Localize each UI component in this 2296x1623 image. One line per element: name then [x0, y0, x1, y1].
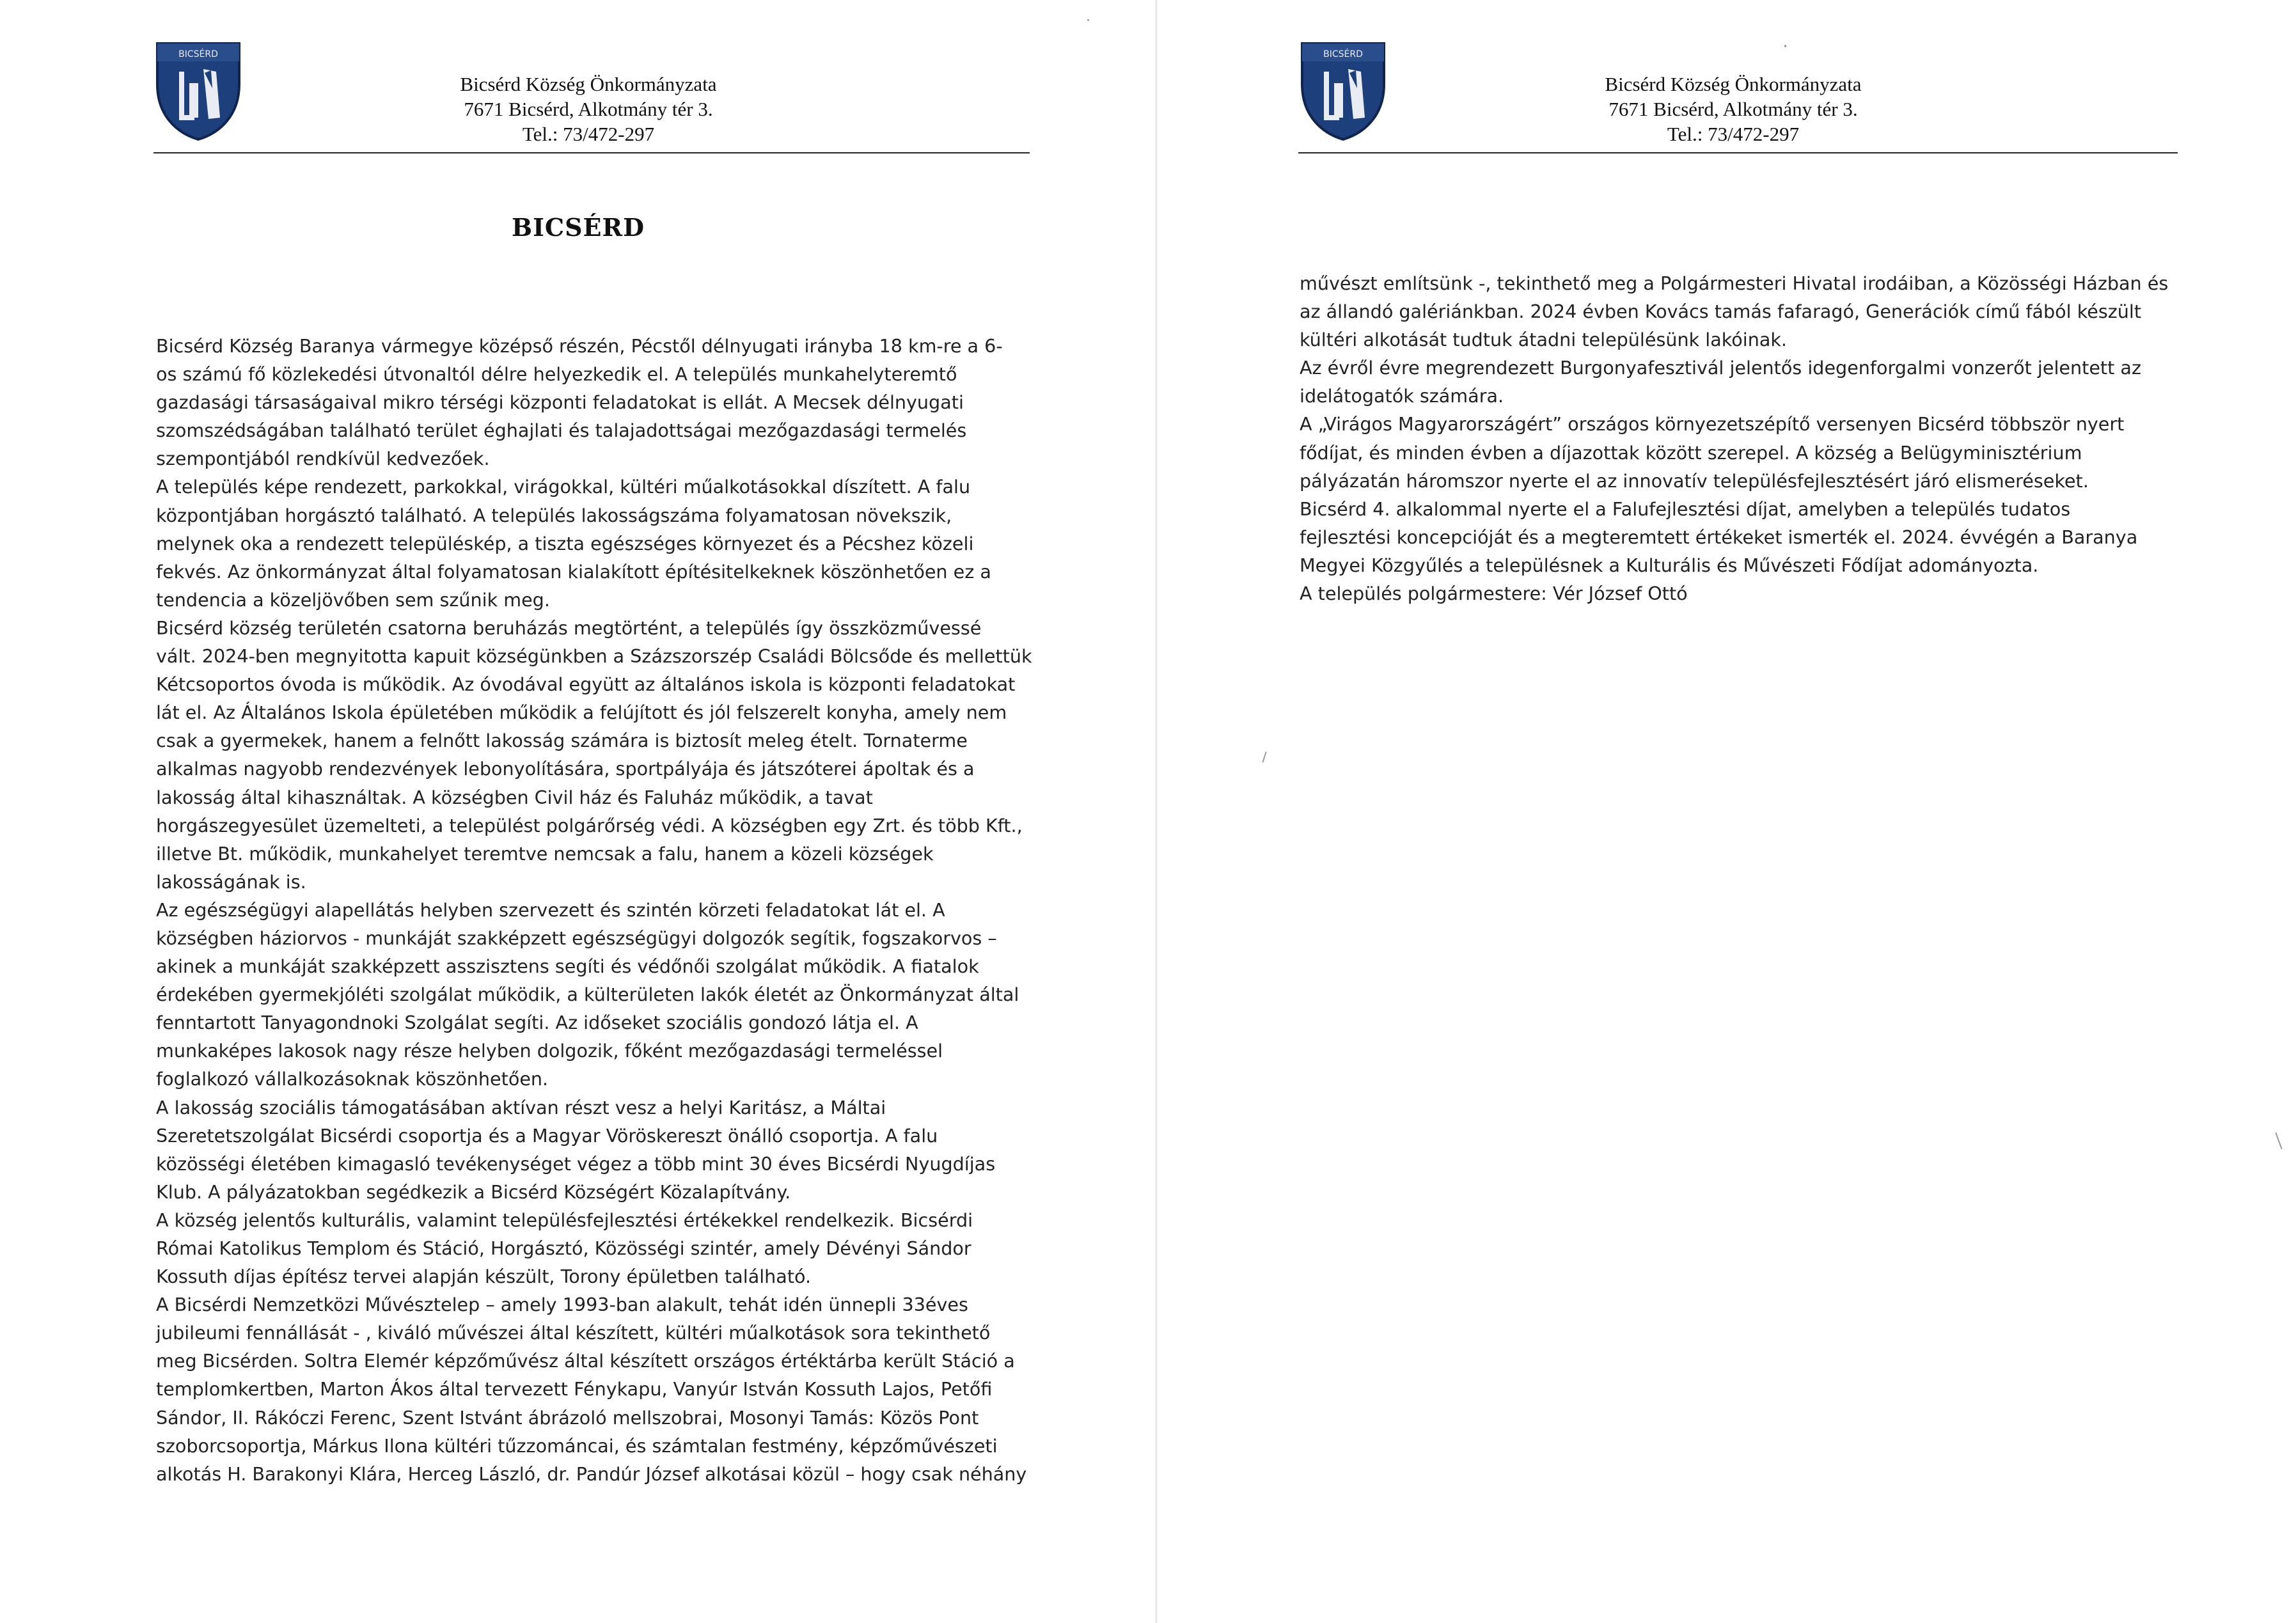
crest-icon	[1298, 40, 1388, 142]
text-line: akinek a munkáját szakképzett asszisztens segíti és védőnői szolgálat működik. A fiatalok	[156, 955, 979, 978]
text-line: szomszédságában található terület éghajlati és talajadottságai mezőgazdasági termelés	[156, 419, 967, 442]
text-line: lakosságának is.	[156, 870, 306, 893]
text-line: fekvés. Az önkormányzat által folyamatosan kialakított építésitelkeknek köszönhetően ez a	[156, 560, 991, 583]
text-line: melynek oka a rendezett településkép, a tiszta egészséges környezet és a Pécshez közeli	[156, 532, 974, 554]
text-line: központjában horgásztó található. A település lakosságszáma folyamatosan növekszik,	[156, 504, 952, 526]
text-line: érdekében gyermekjóléti szolgálat működik, a külterületen lakók életét az Önkormányzat által	[156, 984, 1019, 1006]
text-line: os számú fő közlekedési útvonaltól délre helyezkedik el. A település munkahelyteremtő	[156, 363, 957, 386]
letterhead-address: 7671 Bicsérd, Alkotmány tér 3.	[1608, 98, 1858, 120]
scan-speck	[1262, 751, 1266, 763]
text-line: fenntartott Tanyagondnoki Szolgálat segíti. Az időseket szociális gondozó látja el. A	[156, 1012, 918, 1034]
text-line: művészt említsünk -, tekinthető meg a Polgármesteri Hivatal irodáiban, a Közösségi Házban és	[1300, 272, 2169, 294]
crest-label: BICSÉRD	[178, 49, 218, 59]
text-line: munkaképes lakosok nagy része helyben dolgozik, főként mezőgazdasági termeléssel	[156, 1040, 943, 1062]
letterhead-rule	[153, 152, 1030, 153]
letterhead-phone: Tel.: 73/472-297	[522, 123, 655, 145]
text-line: alkalmas nagyobb rendezvények lebonyolítására, sportpályája és játszóterei ápoltak és a	[156, 758, 975, 780]
letterhead-name: Bicsérd Község Önkormányzata	[1605, 73, 1862, 95]
text-line: meg Bicsérden. Soltra Elemér képzőművész által készített országos értéktárba került Stáció a	[156, 1350, 1015, 1372]
text-line: Kossuth díjas építész tervei alapján készült, Torony épületben található.	[156, 1266, 812, 1288]
letterhead-name: Bicsérd Község Önkormányzata	[460, 73, 717, 95]
text-line: az állandó galériánkban. 2024 évben Kovács tamás fafaragó, Generációk című fából készült	[1300, 301, 2142, 323]
text-line: A Bicsérdi Nemzetközi Művésztelep – amely 1993-ban alakult, tehát idén ünnepli 33éves	[156, 1294, 968, 1316]
text-line: horgászegyesület üzemelteti, a települést polgárőrség védi. A községben egy Zrt. és több Kft.,	[156, 814, 1023, 836]
text-line: A lakosság szociális támogatásában aktívan részt vesz a helyi Karitász, a Máltai	[156, 1096, 886, 1118]
text-line: A község jelentős kulturális, valamint településfejlesztési értékekkel rendelkezik. Bicsérdi	[156, 1209, 973, 1231]
text-line: Bicsérd 4. alkalommal nyerte el a Falufejlesztési díjat, amelyben a település tudatos	[1300, 498, 2071, 520]
text-line: alkotás H. Barakonyi Klára, Herceg László, dr. Pandúr József alkotásai közül – hogy csak néhány	[156, 1462, 1027, 1485]
text-line: Római Katolikus Templom és Stáció, Horgásztó, Közösségi szintér, amely Dévényi Sándor	[156, 1237, 971, 1259]
text-line: szempontjából rendkívül kedvezőek.	[156, 448, 490, 470]
text-line: Klub. A pályázatokban segédkezik a Bicsérd Községért Közalapítvány.	[156, 1180, 791, 1203]
right-page	[1158, 0, 2296, 1623]
scan-speck	[1784, 45, 1786, 47]
text-line: pályázatán háromszor nyerte el az innovatív településfejlesztésért járó elismeréseket.	[1300, 469, 2089, 492]
text-line: kültéri alkotását tudtuk átadni településünk lakóinak.	[1300, 329, 1787, 351]
text-line: közösségi életében kimagasló tevékenységet végez a több mint 30 éves Bicsérdi Nyugdíjas	[156, 1152, 996, 1175]
letterhead-phone: Tel.: 73/472-297	[1667, 123, 1800, 145]
text-line: illetve Bt. működik, munkahelyet teremtve nemcsak a falu, hanem a közeli községek	[156, 842, 934, 865]
text-line: Sándor, II. Rákóczi Ferenc, Szent Istvánt ábrázoló mellszobrai, Mosonyi Tamás: Közös Pont	[156, 1406, 979, 1429]
text-line: községben háziorvos - munkáját szakképzett egészségügyi dolgozók segítik, fogszakorvos –	[156, 927, 997, 949]
crest-icon	[153, 40, 243, 142]
letterhead-address: 7671 Bicsérd, Alkotmány tér 3.	[464, 98, 713, 120]
letterhead	[384, 72, 793, 146]
text-line: Bicsérd község területén csatorna beruházás megtörtént, a település így összközművessé	[156, 616, 982, 639]
text-line: fődíjat, és minden évben a díjazottak között szerepel. A község a Belügyminisztérium	[1300, 441, 2082, 464]
text-line: Megyei Közgyűlés a településnek a Kulturális és Művészeti Fődíjat adományozta.	[1300, 554, 2039, 576]
letterhead-rule	[1298, 152, 2178, 153]
scan-speck	[1087, 19, 1089, 21]
text-line: lát el. Az Általános Iskola épületében működik a felújított és jól felszerelt konyha, amely nem	[156, 702, 1007, 724]
text-line: A település képe rendezett, parkokkal, virágokkal, kültéri műalkotásokkal díszített. A falu	[156, 476, 971, 498]
text-line: Bicsérd Község Baranya vármegye középső részén, Pécstől délnyugati irányba 18 km-re a 6-	[156, 335, 1003, 357]
text-line: jubileumi fennállását - , kiváló művészei által készített, kültéri műalkotások sora tekinthető	[156, 1322, 991, 1344]
scan-speck	[2275, 1133, 2282, 1150]
text-line: vált. 2024-ben megnyitotta kapuit községünkben a Százszorszép Családi Bölcsőde és mellettük	[156, 645, 1032, 668]
text-line: A „Virágos Magyarországért” országos környezetszépítő versenyen Bicsérd többször nyert	[1300, 413, 2125, 435]
text-line: gazdasági társaságaival mikro térségi központi feladatokat is ellát. A Mecsek délnyugati	[156, 391, 964, 414]
text-line: Szeretetszolgálat Bicsérdi csoportja és a Magyar Vöröskereszt önálló csoportja. A falu	[156, 1124, 938, 1147]
text-line: Az évről évre megrendezett Burgonyafesztivál jelentős idegenforgalmi vonzerőt jelentett az	[1300, 357, 2141, 379]
right-body-text	[1300, 269, 2168, 608]
text-line: foglalkozó vállalkozásoknak köszönhetően.	[156, 1068, 549, 1090]
left-body-text	[156, 332, 1032, 1488]
text-line: tendencia a közeljövőben sem szűnik meg.	[156, 588, 550, 611]
text-line: csak a gyermekek, hanem a felnőtt lakosság számára is biztosít meleg ételt. Tornaterme	[156, 730, 968, 752]
text-line: idelátogatók számára.	[1300, 385, 1504, 407]
letterhead	[1529, 72, 1938, 146]
text-line: fejlesztési koncepcióját és a megteremtett értékeket ismerték el. 2024. évvégén a Baranya	[1300, 526, 2138, 548]
text-line: templomkertben, Marton Ákos által tervezett Fénykapu, Vanyúr István Kossuth Lajos, Petőfi	[156, 1378, 993, 1400]
text-line: szoborcsoportja, Márkus Ilona kültéri tűzzománcai, és számtalan festmény, képzőművészeti	[156, 1434, 998, 1457]
text-line: A település polgármestere: Vér József Ottó	[1300, 583, 1688, 605]
document-title: BICSÉRD	[511, 213, 645, 242]
text-line: Kétcsoportos óvoda is működik. Az óvodával együtt az általános iskola is központi feladatokat	[156, 673, 1016, 696]
text-line: lakosság által kihasználtak. A községben Civil ház és Faluház működik, a tavat	[156, 786, 873, 808]
text-line: Az egészségügyi alapellátás helyben szervezett és szintén körzeti feladatokat lát el. A	[156, 898, 945, 921]
crest-label: BICSÉRD	[1323, 49, 1363, 59]
